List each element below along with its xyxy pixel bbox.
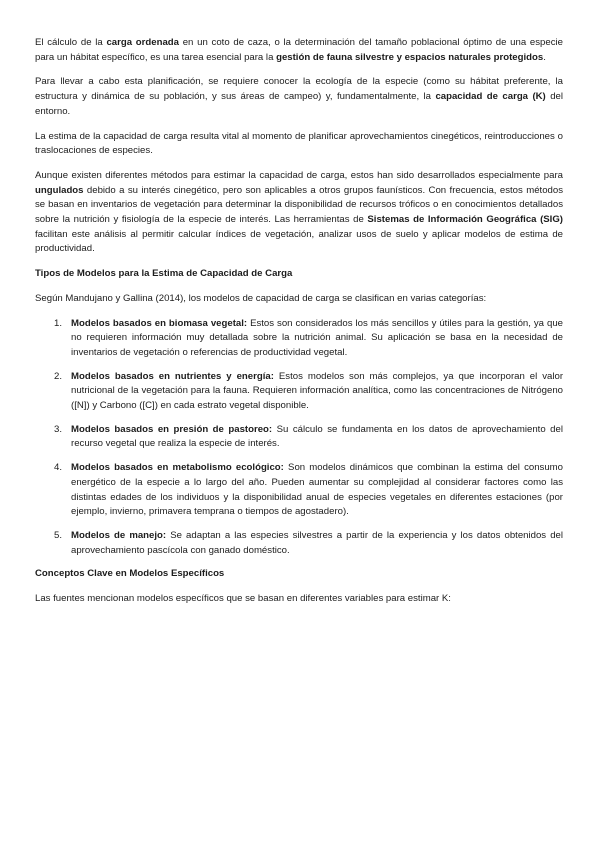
list-item-text: Se adaptan a las especies silvestres a partir de la experiencia y los datos obtenidos del aprovechamiento pascícola con ganado doméstico. xyxy=(71,529,564,556)
list-item xyxy=(35,423,563,452)
list-item-title: Modelos de manejo: xyxy=(71,529,167,541)
list-item-text: Son modelos dinámicos que combinan la estima del consumo energético de la especie a lo largo del año. Pueden aumentar su complejidad al considerar factores como las distintas edades de los individuos y la disponibilidad anual de especies vegetales en diferentes estaciones (por ejemplo, invierno, primavera temprana o tiempos de agostadero). xyxy=(71,462,563,518)
list-item xyxy=(35,461,563,520)
list-number: 1. xyxy=(54,317,63,329)
section-heading-concepts: Conceptos Clave en Modelos Específicos xyxy=(35,568,225,580)
list-number: 2. xyxy=(54,370,63,382)
paragraph-3: La estima de la capacidad de carga resulta vital al momento de planificar aprovechamientos cinegéticos, reintroducciones o traslocaciones de especies. xyxy=(35,130,563,157)
paragraph-1: El cálculo de la carga ordenada en un coto de caza, o la determinación del tamaño poblacional óptimo de una especie para un hábitat específico, es una tarea esencial para la gestión de fauna silvestre y espacios naturales protegidos. xyxy=(35,37,563,63)
concepts-intro: Las fuentes mencionan modelos específicos que se basan en diferentes variables para estimar K: xyxy=(35,593,451,605)
models-list xyxy=(35,317,563,559)
list-item-text: Su cálculo se fundamenta en los datos de aprovechamiento del recurso vegetal que realiza la especie de interés. xyxy=(71,423,563,450)
term-sig: Sistemas de Información Geográfica (SIG) xyxy=(367,214,563,226)
term-capacidad-carga: capacidad de carga (K) xyxy=(435,91,546,103)
list-item-title: Modelos basados en biomasa vegetal: xyxy=(71,317,248,329)
list-item-title: Modelos basados en metabolismo ecológico: xyxy=(71,462,284,474)
section-heading-models: Tipos de Modelos para la Estima de Capacidad de Carga xyxy=(35,268,293,280)
list-item-title: Modelos basados en nutrientes y energía: xyxy=(71,370,274,382)
term-ungulados: ungulados xyxy=(35,184,84,196)
list-number: 5. xyxy=(54,529,63,541)
paragraph-2: Para llevar a cabo esta planificación, se requiere conocer la ecología de la especie (como su hábitat preferente, la estructura y dinámica de su población, y sus áreas de campeo) y, fundamentalmente, la capacidad de carga (K) del entorno. xyxy=(35,76,563,117)
list-item xyxy=(35,370,563,414)
term-carga-ordenada: carga ordenada xyxy=(106,37,179,48)
list-item xyxy=(35,317,563,361)
term-gestion-fauna: gestión de fauna silvestre y espacios naturales protegidos xyxy=(276,51,544,63)
document-page xyxy=(35,36,563,617)
list-item-title: Modelos basados en presión de pastoreo: xyxy=(71,423,273,435)
paragraph-4: Aunque existen diferentes métodos para estimar la capacidad de carga, estos han sido desarrollados especialmente para ungulados debido a su interés cinegético, pero son aplicables a otros grupos faunísticos. Con frecuencia, estos métodos se basan en inventarios de vegetación para determinar la disponibilidad de recursos tróficos o en conocimientos detallados sobre la nutrición y fisiología de la especie de interés. Las herramientas de Sistemas de Información Geográfica (SIG) facilitan este análisis al permitir calcular índices de vegetación, analizar usos de suelo y aplicar modelos de estima de productividad. xyxy=(35,169,563,255)
list-number: 4. xyxy=(54,462,63,474)
list-item-text: Estos modelos son más complejos, ya que incorporan el valor nutricional de la vegetación para la fauna. Requieren información analítica, como las concentraciones de Nitrógeno ([N]) y Carbono ([C]) en cada estrato vegetal disponible. xyxy=(71,370,564,412)
list-item xyxy=(35,529,563,558)
list-item-text: Estos son considerados los más sencillos y útiles para la gestión, ya que no requieren información muy detallada sobre la nutrición animal. Su aplicación se basa en la necesidad de inventarios de vegetación o referencias de productividad vegetal. xyxy=(71,317,563,358)
models-intro: Según Mandujano y Gallina (2014), los modelos de capacidad de carga se clasifican en varias categorías: xyxy=(35,292,487,304)
list-number: 3. xyxy=(54,423,63,435)
